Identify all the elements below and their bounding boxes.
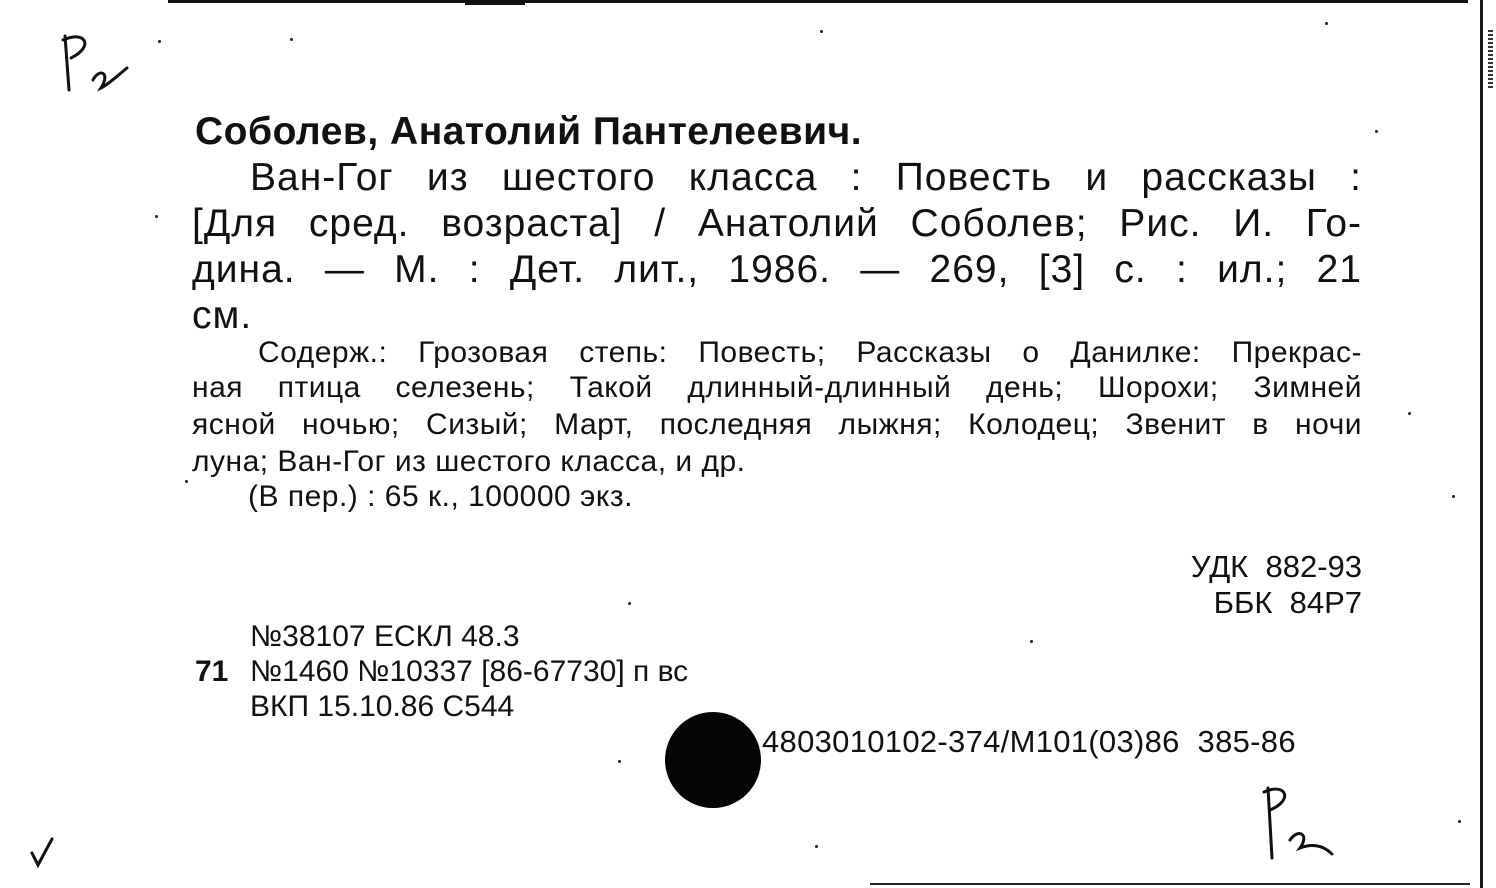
price-line: (В пер.) : 65 к., 100000 экз. xyxy=(248,480,633,513)
scan-speck xyxy=(628,602,631,605)
top-border-mark xyxy=(465,3,525,5)
title-line-1: Ван-Гог из шестого класса : Повесть и рассказы : xyxy=(250,156,1362,199)
scan-speck xyxy=(1325,22,1328,25)
scan-speck xyxy=(815,845,818,848)
contents-line-3: ясной ночью; Сизый; Март, последняя лыжня; Колодец; Звенит в ночи xyxy=(192,408,1362,441)
index-code-line: 4803010102-374/М101(03)86 385-86 xyxy=(762,724,1296,759)
right-edge-noise xyxy=(1488,30,1493,90)
registry-line-1: №38107 ЕСКЛ 48.3 xyxy=(250,620,520,653)
title-line-4: см. xyxy=(192,294,253,337)
author-heading: Соболев, Анатолий Пантелеевич. xyxy=(195,110,863,153)
registry-line-2: №1460 №10337 [86-67730] п вс xyxy=(250,655,689,688)
registry-line-3: ВКП 15.10.86 С544 xyxy=(250,690,515,723)
registry-line-2-prefix: 71 xyxy=(195,655,229,688)
scan-speck xyxy=(185,480,188,483)
scan-speck xyxy=(1458,820,1461,823)
handwritten-mark-bottom-right xyxy=(1250,778,1340,868)
bottom-border xyxy=(870,883,1470,885)
scan-speck xyxy=(1375,130,1378,133)
scan-speck xyxy=(155,215,158,218)
scan-speck xyxy=(1408,412,1411,415)
scan-speck xyxy=(158,40,161,43)
scan-speck xyxy=(820,30,823,33)
contents-line-2: ная птица селезень; Такой длинный-длинный день; Шорохи; Зимней xyxy=(192,371,1362,404)
right-border xyxy=(1480,0,1483,888)
contents-line-1: Содерж.: Грозовая степь: Повесть; Рассказы о Данилке: Прекрас- xyxy=(258,336,1362,369)
scan-speck xyxy=(1030,640,1033,643)
checkmark-icon xyxy=(28,835,58,870)
handwritten-mark-top-left xyxy=(55,28,135,103)
top-border xyxy=(168,0,1468,3)
bbk-code: ББК 84Р7 xyxy=(1213,585,1362,620)
contents-line-4: луна; Ван-Гог из шестого класса, и др. xyxy=(192,445,746,478)
scan-speck xyxy=(1452,495,1455,498)
udk-code: УДК 882-93 xyxy=(1190,549,1362,584)
title-line-3: дина. — М. : Дет. лит., 1986. — 269, [3] с. : ил.; 21 xyxy=(192,248,1362,291)
scan-speck xyxy=(618,760,621,763)
scan-speck xyxy=(290,38,293,41)
title-line-2: [Для сред. возраста] / Анатолий Соболев; Рис. И. Го- xyxy=(192,202,1362,245)
punch-hole xyxy=(665,712,761,808)
